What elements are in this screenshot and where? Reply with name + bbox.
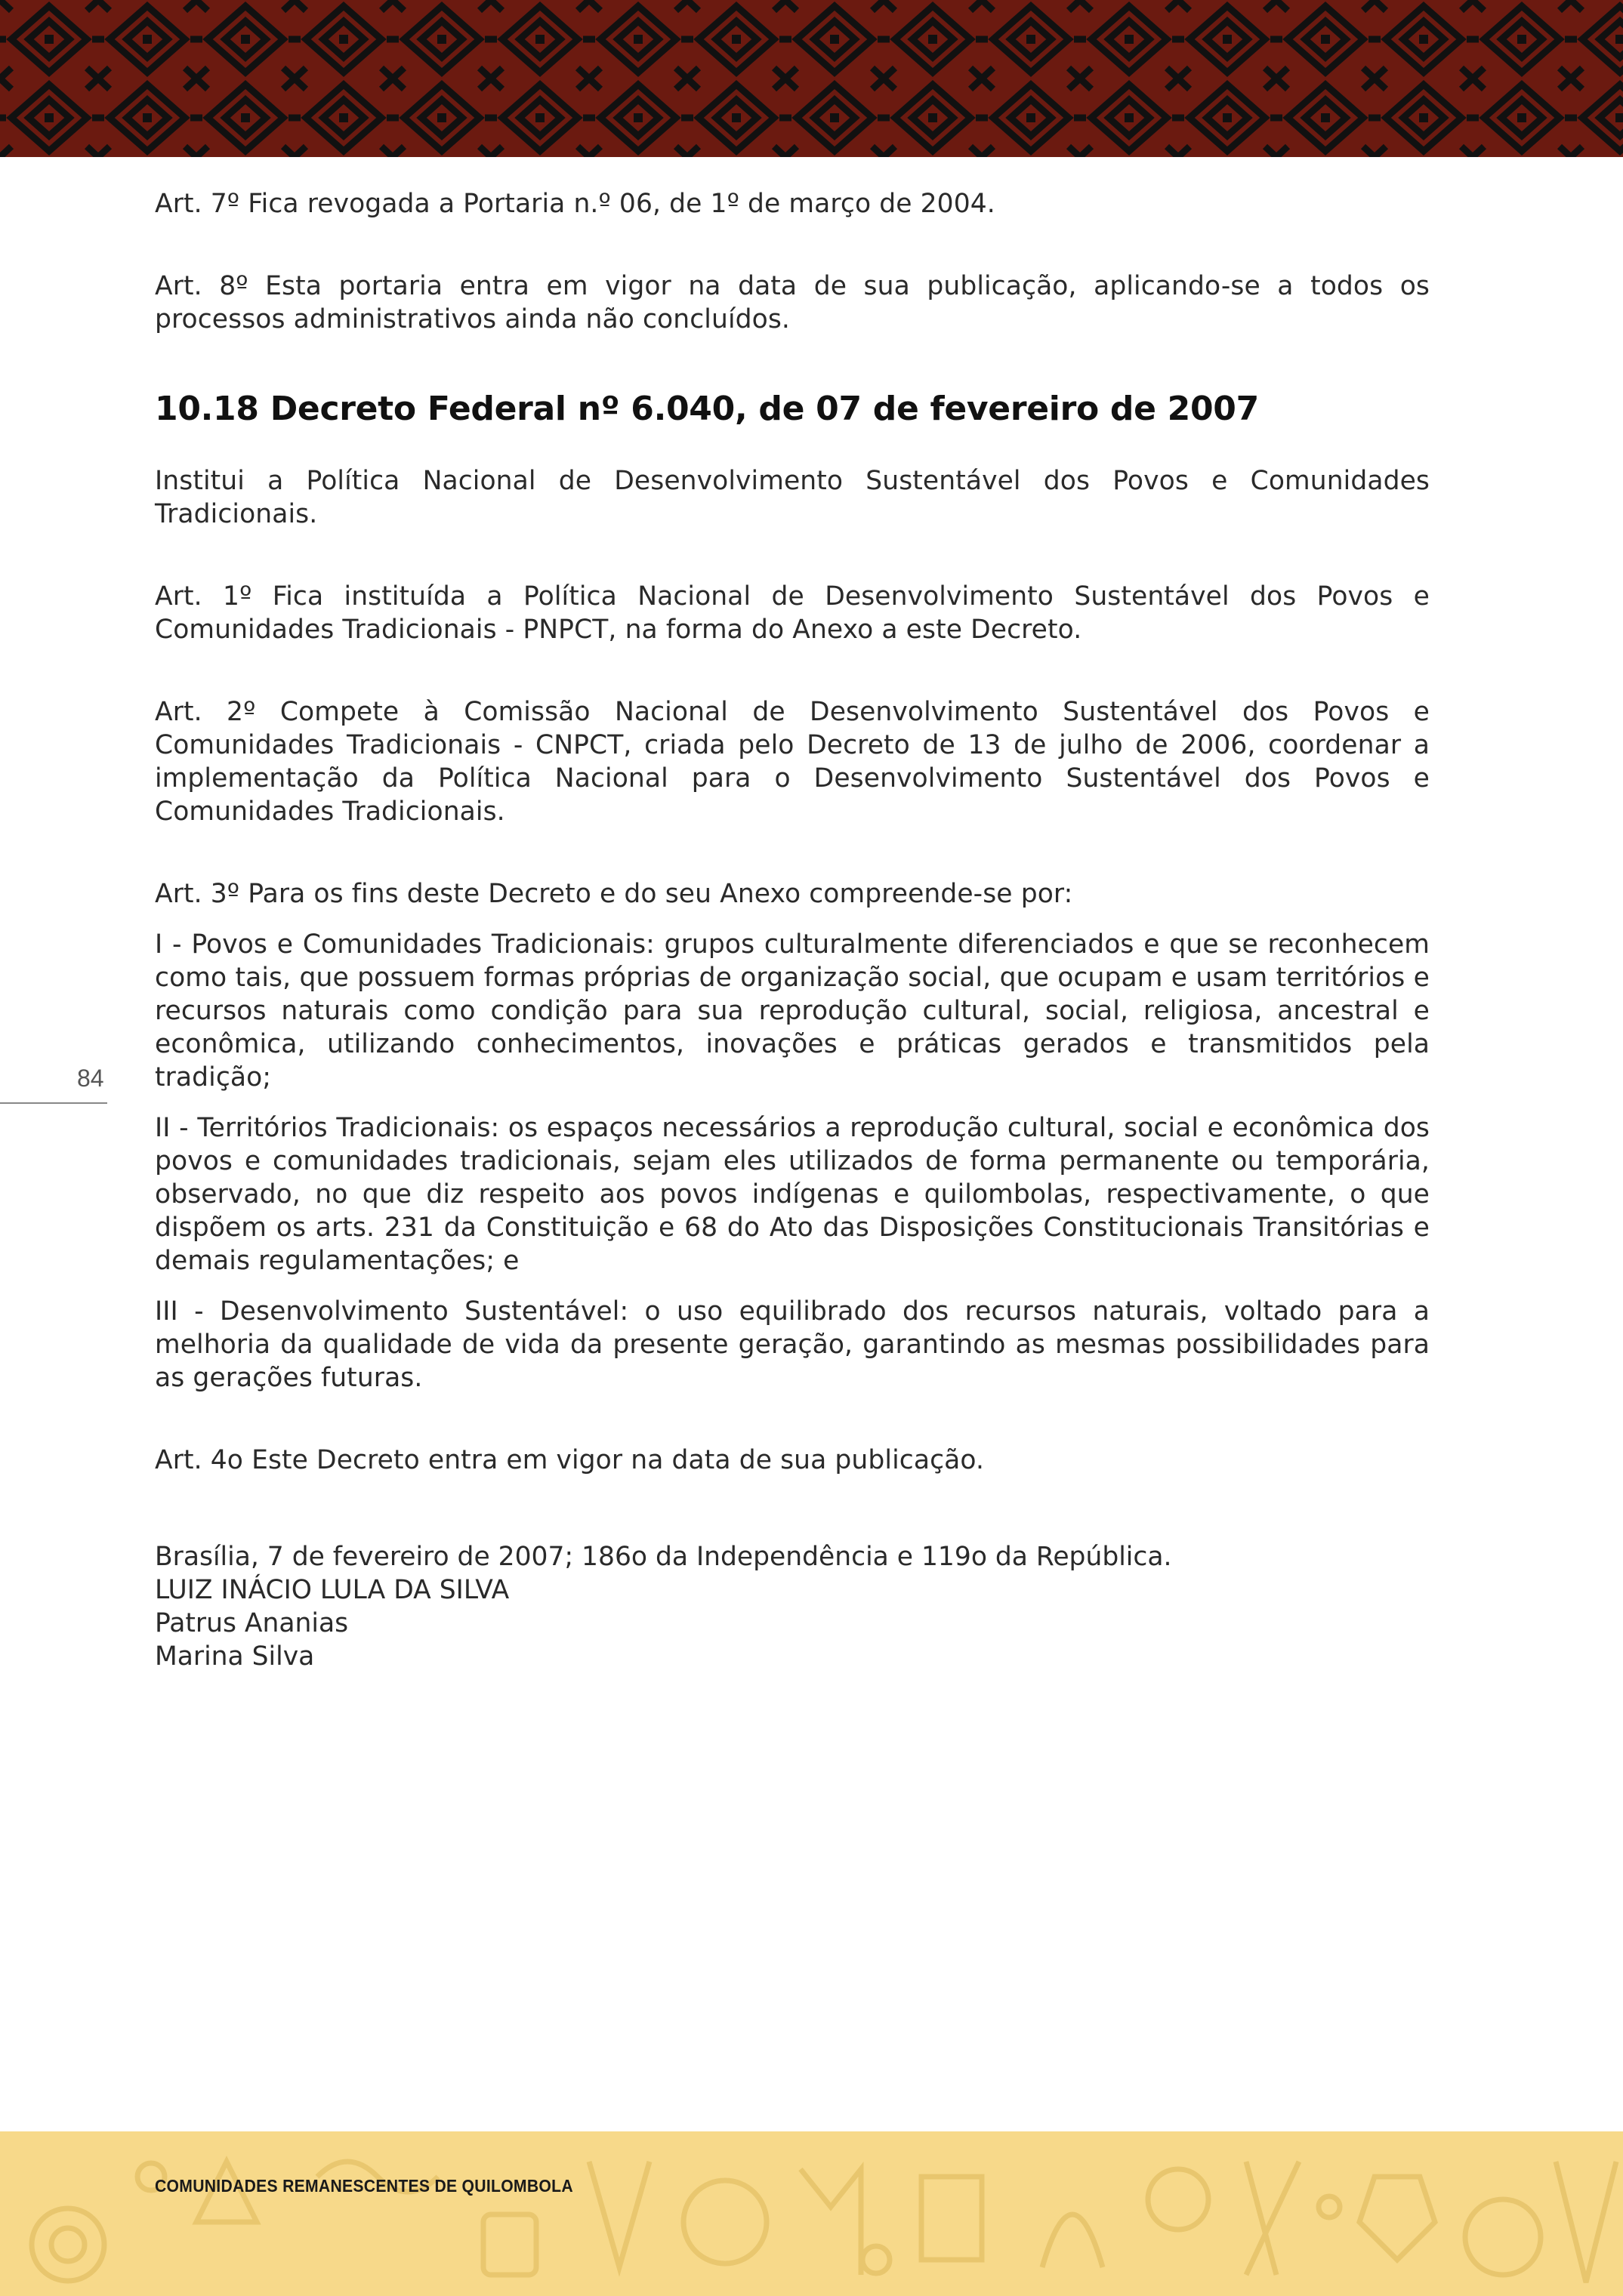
signatory-president: LUIZ INÁCIO LULA DA SILVA bbox=[155, 1575, 510, 1605]
page-content bbox=[155, 187, 1430, 1673]
item-iii-paragraph: III - Desenvolvimento Sustentável: o uso equilibrado dos recursos naturais, voltado para a melhoria da qualidade de vida da presente geração, garantindo as mesmas possibilidades para as gerações futuras. bbox=[155, 1296, 1430, 1393]
signature-block bbox=[155, 1540, 1430, 1673]
item-i-paragraph: I - Povos e Comunidades Tradicionais: grupos culturalmente diferenciados e que se reconhecem como tais, que possuem formas próprias de organização social, que ocupam e usam territórios e recursos naturais como condição para sua reprodução cultural, social, religiosa, ancestral e econômica, utilizando conhecimentos, inovações e práticas gerados e transmitidos pela tradição; bbox=[155, 929, 1430, 1093]
art1-paragraph: Art. 1º Fica instituída a Política Nacional de Desenvolvimento Sustentável dos Povos e Comunidades Tradicionais - PNPCT, na forma do Anexo a este Decreto. bbox=[155, 581, 1430, 645]
signature-date-line: Brasília, 7 de fevereiro de 2007; 186o da Independência e 119o da República. bbox=[155, 1542, 1172, 1572]
art2-paragraph: Art. 2º Compete à Comissão Nacional de Desenvolvimento Sustentável dos Povos e Comunidades Tradicionais - CNPCT, criada pelo Decreto de 13 de julho de 2006, coordenar a implementação da Política Nacional para o Desenvolvimento Sustentável dos Povos e Comunidades Tradicionais. bbox=[155, 697, 1430, 827]
art8-paragraph: Art. 8º Esta portaria entra em vigor na data de sua publicação, aplicando-se a todos os processos administrativos ainda não concluídos. bbox=[155, 271, 1430, 334]
art4-paragraph: Art. 4o Este Decreto entra em vigor na data de sua publicação. bbox=[155, 1445, 985, 1475]
art3-paragraph: Art. 3º Para os fins deste Decreto e do seu Anexo compreende-se por: bbox=[155, 879, 1073, 909]
page-number: 84 bbox=[77, 1065, 104, 1092]
footer-pattern bbox=[0, 2131, 1623, 2296]
signatory-patrus: Patrus Ananias bbox=[155, 1608, 349, 1638]
header-banner bbox=[0, 0, 1623, 157]
section-title: 10.18 Decreto Federal nº 6.040, de 07 de fevereiro de 2007 bbox=[155, 390, 1259, 428]
footer-band bbox=[0, 2131, 1623, 2296]
page-number-rule bbox=[0, 1102, 107, 1104]
art7-paragraph: Art. 7º Fica revogada a Portaria n.º 06, de 1º de março de 2004. bbox=[155, 189, 995, 219]
item-ii-paragraph: II - Territórios Tradicionais: os espaços necessários a reprodução cultural, social e econômica dos povos e comunidades tradicionais, sejam eles utilizados de forma permanente ou temporária, observado, no que diz respeito aos povos indígenas e quilombolas, respectivamente, o que dispõem os arts. 231 da Constituição e 68 do Ato das Disposições Constitucionais Transitórias e demais regulamentações; e bbox=[155, 1113, 1430, 1276]
decree-summary: Institui a Política Nacional de Desenvolvimento Sustentável dos Povos e Comunidades Tradicionais. bbox=[155, 466, 1430, 529]
footer-title: COMUNIDADES REMANESCENTES DE QUILOMBOLA bbox=[155, 2176, 573, 2196]
signatory-marina: Marina Silva bbox=[155, 1641, 315, 1672]
